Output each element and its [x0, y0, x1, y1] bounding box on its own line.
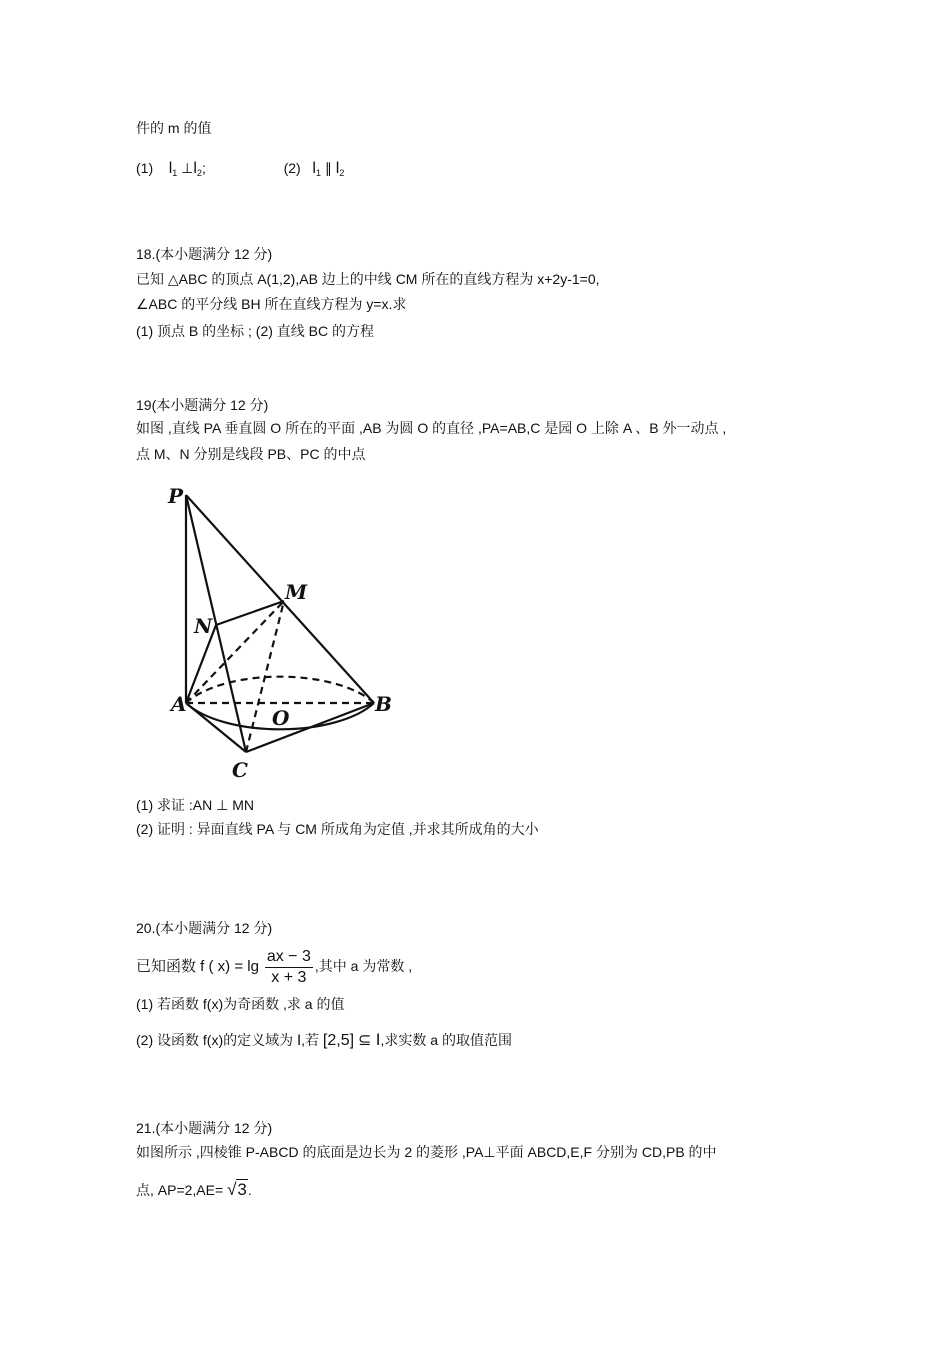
q20-part2-subset: ⊆ Ⅰ [357, 1032, 381, 1049]
q17-part2-l2: l [335, 160, 340, 177]
q21-line2-prefix: 点, AP=2,AE= [136, 1182, 224, 1198]
q20-part2-prefix: (2) 设函数 f(x)的定义域为 Ⅰ,若 [136, 1032, 320, 1048]
sqrt-sign: √ [227, 1180, 237, 1199]
q20-fraction-denominator: x + 3 [271, 968, 307, 986]
q20-given-prefix: 已知函数 f ( x) = lg [136, 958, 259, 975]
q20-fraction-numerator: ax − 3 [265, 947, 313, 968]
label-O: O [272, 706, 290, 730]
q21-line1: 如图所示 ,四棱锥 P-ABCD 的底面是边长为 2 的菱形 ,PA⊥平面 ABCD,E,F 分别为 CD,PB 的中 [136, 1144, 717, 1160]
q17-part1-sub1: 1 [172, 168, 178, 178]
q19-figure [160, 475, 420, 785]
q17-part2-sub2: 2 [339, 168, 345, 178]
q20-given [136, 944, 412, 989]
q18-line1: 已知 △ABC 的顶点 A(1,2),AB 边上的中线 CM 所在的直线方程为 x+2y-1=0, [136, 271, 600, 287]
q21-line2 [136, 1180, 252, 1200]
q19-line1: 如图 ,直线 PA 垂直圆 O 所在的平面 ,AB 为圆 O 的直径 ,PA=AB,C 是园 O 上除 A 、B 外一动点 , [136, 420, 727, 436]
q20-part1: (1) 若函数 f(x)为奇函数 ,求 a 的值 [136, 996, 345, 1012]
q17-part1-end: ; [201, 160, 206, 176]
q20-fraction [265, 947, 313, 988]
label-A: A [171, 692, 187, 716]
q18-line2: ∠ABC 的平分线 BH 所在直线方程为 y=x.求 [136, 296, 407, 312]
q17-part2-sub1: 1 [315, 168, 321, 178]
q21-sqrt [227, 1179, 248, 1199]
q18-parts: (1) 顶点 B 的坐标 ; (2) 直线 BC 的方程 [136, 323, 375, 339]
label-M: M [285, 580, 308, 604]
label-N: N [194, 614, 213, 638]
q21-header: 21.(本小题满分 12 分) [136, 1120, 273, 1136]
label-P: P [168, 484, 184, 508]
q19-header: 19(本小题满分 12 分) [136, 397, 269, 413]
q17-part1-sub2: 2 [196, 168, 202, 178]
label-C: C [232, 758, 248, 782]
label-B: B [375, 692, 392, 716]
q17-part1-label: (1) [136, 160, 154, 176]
q17-part1-op: ⊥ [181, 160, 194, 176]
edge-PB [186, 495, 374, 703]
q20-header: 20.(本小题满分 12 分) [136, 920, 273, 936]
q17-intro: 件的 m 的值 [136, 120, 212, 136]
q20-given-suffix: ,其中 a 为常数 , [314, 958, 413, 974]
q18-header: 18.(本小题满分 12 分) [136, 246, 273, 262]
q21-sqrt-value: 3 [237, 1180, 247, 1199]
q17-part2-label: (2) [283, 160, 301, 176]
circle-back-arc [186, 677, 374, 703]
q17-part2-l: l [312, 160, 316, 177]
q20-part2-interval: [2,5] [322, 1032, 355, 1049]
q20-part2 [136, 1030, 512, 1051]
q20-part2-suffix: ,求实数 a 的取值范围 [380, 1032, 512, 1048]
q21-line2-end: . [247, 1182, 252, 1198]
q19-line2: 点 M、N 分别是线段 PB、PC 的中点 [136, 446, 366, 462]
edge-CB [246, 703, 374, 752]
q17-part1-l: l [168, 160, 173, 177]
q17-part1-l2: l [193, 160, 197, 177]
q17-parts [136, 158, 344, 183]
q19-part1: (1) 求证 :AN ⊥ MN [136, 797, 254, 813]
q17-part2-op: ∥ [324, 160, 332, 176]
q19-part2: (2) 证明 : 异面直线 PA 与 CM 所成角为定值 ,并求其所成角的大小 [136, 821, 539, 837]
